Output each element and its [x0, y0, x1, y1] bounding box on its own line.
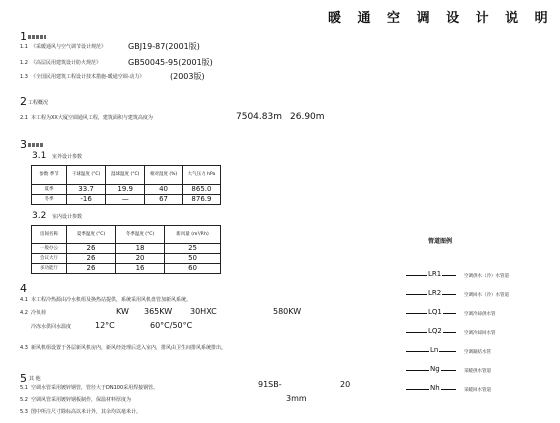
table-cell: -16 [67, 195, 106, 205]
section-5-number: 5 [20, 372, 27, 385]
table-header-cell: 冬季温度 (°C) [116, 226, 165, 244]
s4-item-3-value-2: 60°C/50°C [150, 321, 193, 330]
section-5-heading: 其 他 [29, 376, 41, 382]
s5-item-2-text: 空调风管采用镀锌钢板制作，保温材料厚度为 [31, 397, 132, 403]
indoor-params-table [31, 225, 221, 274]
legend-code: Nh [430, 384, 440, 392]
s2-item-text: 本工程为XX大厦空调通风工程，建筑面积与建筑高度为 [31, 115, 153, 121]
table-cell: 26 [67, 254, 116, 264]
table-header-cell: 新风量 (m³/P.h) [165, 226, 221, 244]
table-row [32, 264, 221, 274]
table-header-cell: 夏季温度 (°C) [67, 226, 116, 244]
table-cell: 33.7 [67, 185, 106, 195]
table-cell: 多功能厅 [32, 264, 67, 274]
legend-code: LQ1 [428, 308, 442, 316]
section-1-number: 1 [20, 30, 27, 43]
document-title: 暖 通 空 调 设 计 说 明 [328, 11, 554, 26]
s1-item-3-no: 1.3 [20, 74, 28, 80]
s3-sub2-no: 3.2 [32, 211, 47, 221]
legend-desc: 空调凝结水管 [464, 350, 491, 355]
outdoor-params-table [31, 165, 221, 205]
table-cell: 会议大厅 [32, 254, 67, 264]
s5-item-3-text: 图中所注尺寸除标高以米计外，其余均以毫米计。 [31, 409, 142, 415]
s3-sub2-label: 室内设计参数 [52, 214, 83, 220]
table-cell: 冬季 [32, 195, 67, 205]
table-header-cell: 干球温度 (°C) [67, 166, 106, 185]
s5-item-1-text: 空调水管采用镀锌钢管，管径大于DN100采用焊接钢管。 [31, 385, 159, 391]
s4-item-2-value-1: KW [116, 307, 129, 316]
table-cell: 一般办公 [32, 244, 67, 254]
table-row [32, 254, 221, 264]
table-cell: 50 [165, 254, 221, 264]
s1-item-1-code: GBJ19-87(2001版) [128, 42, 200, 51]
legend-desc: 空调冷却供水管 [464, 312, 496, 317]
table-cell: 夏季 [32, 185, 67, 195]
section-1-heading [28, 35, 46, 39]
table-cell: 865.0 [182, 185, 220, 195]
s4-item-1-no: 4.1 [20, 297, 28, 303]
s4-item-2-value-4: 580KW [273, 307, 302, 316]
table-header-row [32, 226, 221, 244]
legend-code: Ng [430, 365, 440, 373]
table-cell: 26 [67, 244, 116, 254]
s3-sub1-no: 3.1 [32, 151, 47, 161]
table-row [32, 195, 221, 205]
s1-item-1-no: 1.1 [20, 44, 28, 50]
table-cell: 18 [116, 244, 165, 254]
s1-item-2-code: GB50045-95(2001版) [128, 58, 213, 67]
legend-desc: 空调回水（冷）水管道 [464, 293, 509, 298]
section-2-number: 2 [20, 95, 27, 108]
table-header-cell: 相对湿度 (%) [145, 166, 183, 185]
s4-item-4-no: 4.3 [20, 345, 28, 351]
s5-item-1-no: 5.1 [20, 385, 28, 391]
legend-code: LR1 [428, 270, 442, 278]
s2-item-no: 2.1 [20, 115, 28, 121]
legend-desc: 采暖供水管道 [464, 369, 491, 374]
legend-desc: 空调冷却回水管 [464, 331, 496, 336]
s4-item-2-text: 冷负荷 [31, 310, 47, 316]
table-header-cell: 大气压力 hPa [182, 166, 220, 185]
s1-item-2-no: 1.2 [20, 60, 28, 66]
legend-code: LR2 [428, 289, 442, 297]
table-header-cell: 房间名称 [32, 226, 67, 244]
table-cell: 26 [67, 264, 116, 274]
s5-item-3-no: 5.3 [20, 409, 28, 415]
s1-item-1-text: 《采暖通风与空气调节设计规范》 [31, 44, 107, 50]
table-cell: 19.9 [106, 185, 145, 195]
section-3-heading [28, 143, 44, 147]
table-row [32, 185, 221, 195]
s4-item-1-text: 本工程冷热源由冷水机组及换热站提供，系统采用风机盘管加新风系统。 [31, 297, 192, 303]
table-cell: 25 [165, 244, 221, 254]
table-cell: 67 [145, 195, 183, 205]
s4-item-3-text: 冷冻水供回水温度 [31, 324, 72, 330]
s2-area-value: 7504.83m [236, 112, 282, 122]
table-cell: 20 [116, 254, 165, 264]
table-header-cell: 参数 季节 [32, 166, 67, 185]
legend-desc: 采暖回水管道 [464, 388, 491, 393]
s4-item-3-value-1: 12°C [95, 321, 115, 330]
s1-item-2-text: 《高层民用建筑设计防火规范》 [31, 60, 102, 66]
s4-item-2-no: 4.2 [20, 310, 28, 316]
legend-code: LQ2 [428, 327, 442, 335]
table-cell: 60 [165, 264, 221, 274]
section-4-number: 4 [20, 282, 27, 295]
section-3-number: 3 [20, 138, 27, 151]
s1-item-3-text: 《全国民用建筑工程设计技术措施-暖通空调·动力》 [31, 74, 145, 80]
table-header-row [32, 166, 221, 185]
s5-item-1-value-2: 20 [340, 380, 351, 389]
table-cell: — [106, 195, 145, 205]
s5-item-1-value: 91SB- [258, 380, 282, 389]
table-cell: 876.9 [182, 195, 220, 205]
section-2-heading: 工程概况 [28, 100, 49, 106]
s4-item-2-value-2: 365KW [144, 307, 173, 316]
s5-item-2-value: 3mm [286, 394, 307, 403]
s4-item-2-value-3: 30HXC [190, 307, 217, 316]
legend-code: Ln [430, 346, 439, 354]
s3-sub1-label: 室外设计参数 [52, 154, 83, 160]
table-cell: 40 [145, 185, 183, 195]
s1-item-3-code: (2003版) [170, 72, 205, 81]
s4-item-4-text: 新风机组设置于各层新风机房内，新风经处理后送入室内，排风由卫生间排风系统排出。 [31, 345, 227, 351]
table-row [32, 244, 221, 254]
legend-title: 管道图例 [428, 238, 453, 245]
table-cell: 16 [116, 264, 165, 274]
s2-height-value: 26.90m [290, 112, 325, 122]
s5-item-2-no: 5.2 [20, 397, 28, 403]
legend-desc: 空调供水（冷）水管道 [464, 274, 509, 279]
table-header-cell: 湿球温度 (°C) [106, 166, 145, 185]
